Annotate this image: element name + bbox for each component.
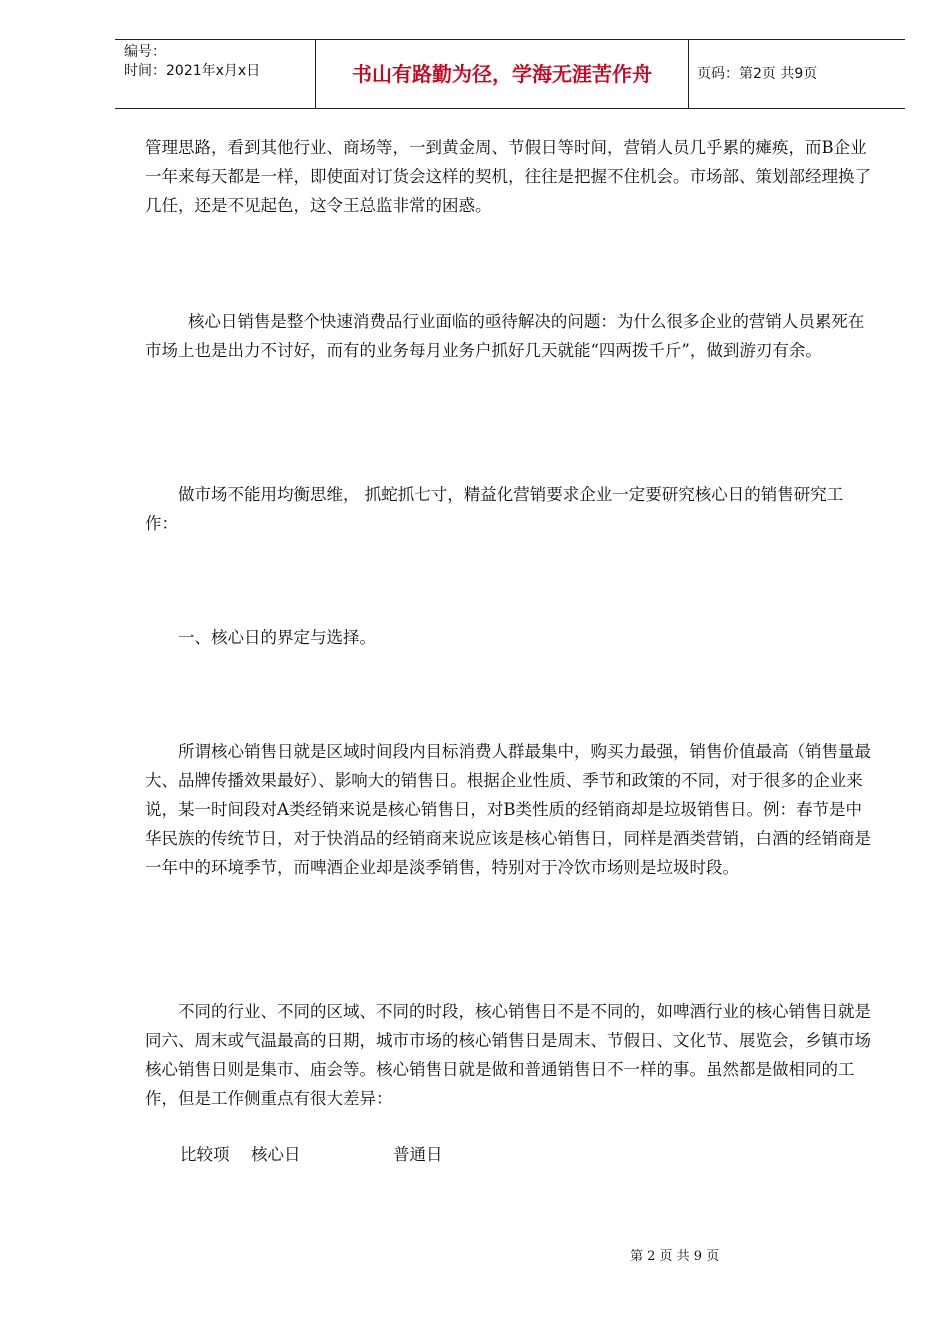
compare-normal-label: 普通日 [393, 1145, 443, 1164]
compare-core-label: 核心日 [251, 1145, 301, 1164]
time-label: 时间：2021年x月x日 [124, 63, 261, 79]
page-footer: 第 2 页 共 9 页 [630, 1249, 720, 1264]
section-heading-1: 一、核心日的界定与选择。 [178, 628, 376, 647]
header-page-info: 页码：第2页 共9页 [697, 66, 818, 82]
paragraph-3: 做市场不能用均衡思维， 抓蛇抓七寸，精益化营销要求企业一定要研究核心日的销售研究工作： [145, 485, 844, 533]
paragraph-5: 所谓核心销售日就是区域时间段内目标消费人群最集中，购买力最强，销售价值最高（销售量最大、品牌传播效果最好）、影响大的销售日。根据企业性质、季节和政策的不同，对于很多的企业来说，某一时间段对A类经销来说是核心销售日，对B类性质的经销商却是垃圾销售日。例：春节是中华民族的传统节日，对于快消品的经销商来说应该是核心销售日，同样是酒类营销，白酒的经销商是一年中的环境季节，而啤酒企业却是淡季销售，特别对于冷饮市场则是垃圾时段。 [145, 742, 871, 877]
page-header [115, 39, 905, 109]
paragraph-2: 核心日销售是整个快速消费品行业面临的亟待解决的问题：为什么很多企业的营销人员累死在市场上也是出力不讨好，而有的业务每月业务户抓好几天就能“四两拨千斤”，做到游刃有余。 [145, 312, 865, 360]
header-meta [115, 40, 316, 108]
compare-item-label: 比较项 [180, 1145, 230, 1164]
paragraph-6: 不同的行业、不同的区域、不同的时段，核心销售日不是不同的，如啤酒行业的核心销售日就是同六、周末或气温最高的日期，城市市场的核心销售日是周末、节假日、文化节、展览会，乡镇市场核心销售日则是集市、庙会等。核心销售日就是做和普通销售日不一样的事。虽然都是做相同的工作，但是工作侧重点有很大差异： [145, 1002, 871, 1108]
header-motto: 书山有路勤为径，学海无涯苦作舟 [316, 40, 689, 108]
number-label: 编号： [124, 44, 166, 60]
paragraph-1: 管理思路，看到其他行业、商场等，一到黄金周、节假日等时间，营销人员几乎累的瘫痪，而B企业一年来每天都是一样，即使面对订货会这样的契机，往往是把握不住机会。市场部、策划部经理换了几任，还是不见起色，这令王总监非常的困惑。 [145, 138, 871, 215]
